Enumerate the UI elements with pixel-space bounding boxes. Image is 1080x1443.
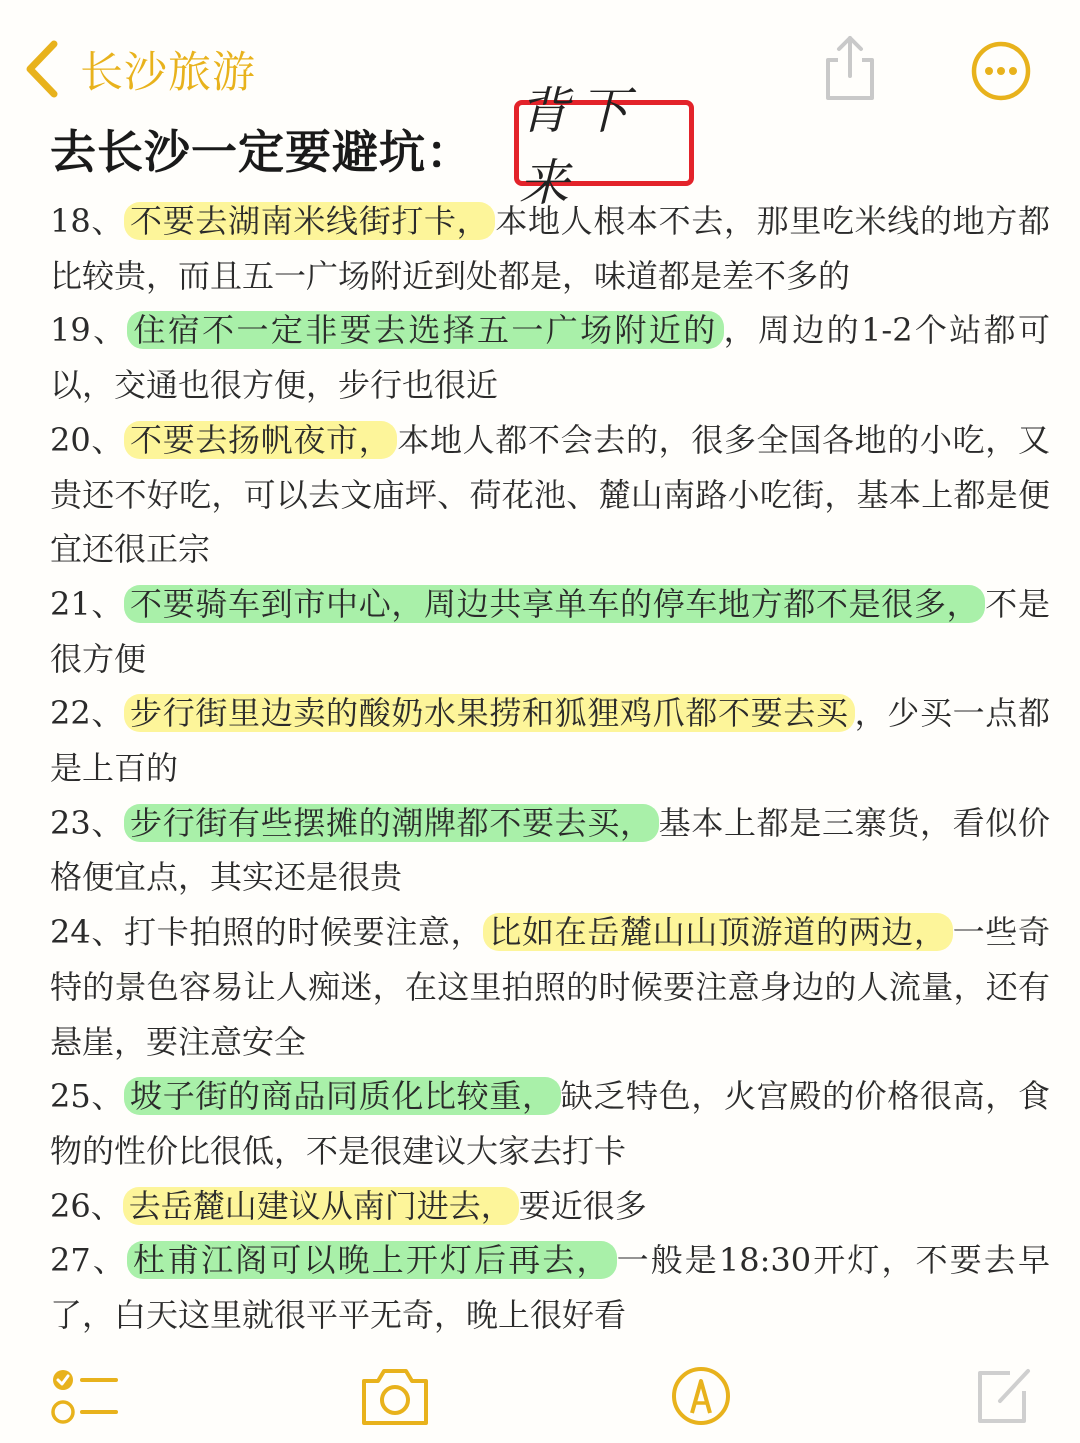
item-text: 本地人根本不去，那里吃米线的地方都比较贵，而且五一广场附近到处都是，味道都是差不多的 [50,202,1050,295]
item-text: 缺乏特色，火宫殿的价格很高，食物的性价比很低，不是很建议大家去打卡 [50,1077,1050,1170]
item-highlight: 步行街里边卖的酸奶水果捞和狐狸鸡爪都不要去买 [124,694,855,732]
item-text: ，周边的1-2个站都可以，交通也很方便，步行也很近 [50,311,1050,405]
item-number: 19、 [50,311,128,350]
list-item [50,905,1050,1069]
item-highlight: 杜甫江阁可以晚上开灯后再去， [127,1241,617,1279]
item-text: 一些奇特的景色容易让人痴迷，在这里拍照的时候要注意身边的人流量，还有悬崖，要注意安全 [50,913,1050,1061]
item-text: 本地人都不会去的，很多全国各地的小吃，又贵还不好吃，可以去文庙坪、荷花池、麓山南路小吃街，基本上都是便宜还很正宗 [50,420,1050,569]
item-text: 不是很方便 [50,584,1050,678]
item-highlight: 住宿不一定非要去选择五一广场附近的 [127,311,723,349]
item-text: 一般是18:30开灯，不要去早了，白天这里就很平平无奇，晚上很好看 [50,1241,1050,1335]
note-title: 去长沙一定要避坑： [50,125,473,179]
item-number: 21、 [50,584,125,623]
list-item [50,686,1050,795]
list-item [50,577,1050,686]
bottom-toolbar [0,1355,1080,1443]
item-lead-text: 打卡拍照的时候要注意， [124,913,484,952]
back-button[interactable] [22,38,256,100]
list-item [50,413,1050,577]
item-text: ，少买一点都是上百的 [50,694,1050,788]
list-item [50,194,1050,303]
item-highlight: 去岳麓山建议从南门进去， [123,1187,519,1225]
item-number: 27、 [50,1241,127,1280]
item-highlight: 不要去扬帆夜市， [124,421,397,459]
item-text: 要近很多 [518,1186,647,1225]
list-item [50,1179,1050,1234]
chevron-left-icon [22,38,62,100]
item-number: 23、 [50,803,125,842]
item-highlight: 不要骑车到市中心，周边共享单车的停车地方都不是很多， [124,585,985,623]
item-number: 18、 [50,202,125,240]
markup-pen-icon[interactable] [670,1365,732,1427]
item-highlight: 步行街有些摆摊的潮牌都不要去买， [124,804,659,842]
item-number: 25、 [50,1077,125,1116]
note-body[interactable] [50,194,1050,1343]
list-item [50,796,1050,905]
item-highlight: 坡子街的商品同质化比较重， [124,1077,561,1115]
item-highlight: 不要去湖南米线街打卡， [124,202,495,240]
item-number: 24、 [50,913,125,952]
note-title-row [50,82,1050,212]
checklist-icon[interactable] [50,1365,120,1427]
item-number: 20、 [50,420,125,459]
list-item [50,1069,1050,1178]
list-item [50,1233,1050,1342]
handwritten-stamp [514,82,694,212]
item-text: 基本上都是三寨货，看似价格便宜点，其实还是很贵 [50,803,1050,897]
item-highlight: 比如在岳麓山山顶游道的两边， [483,913,952,951]
item-number: 26、 [50,1186,123,1225]
back-button-label: 长沙旅游 [80,47,256,98]
compose-icon[interactable] [972,1365,1034,1427]
item-number: 22、 [50,694,125,733]
stamp-text: 背下来 [519,82,639,212]
camera-icon[interactable] [358,1365,432,1427]
list-item [50,303,1050,412]
